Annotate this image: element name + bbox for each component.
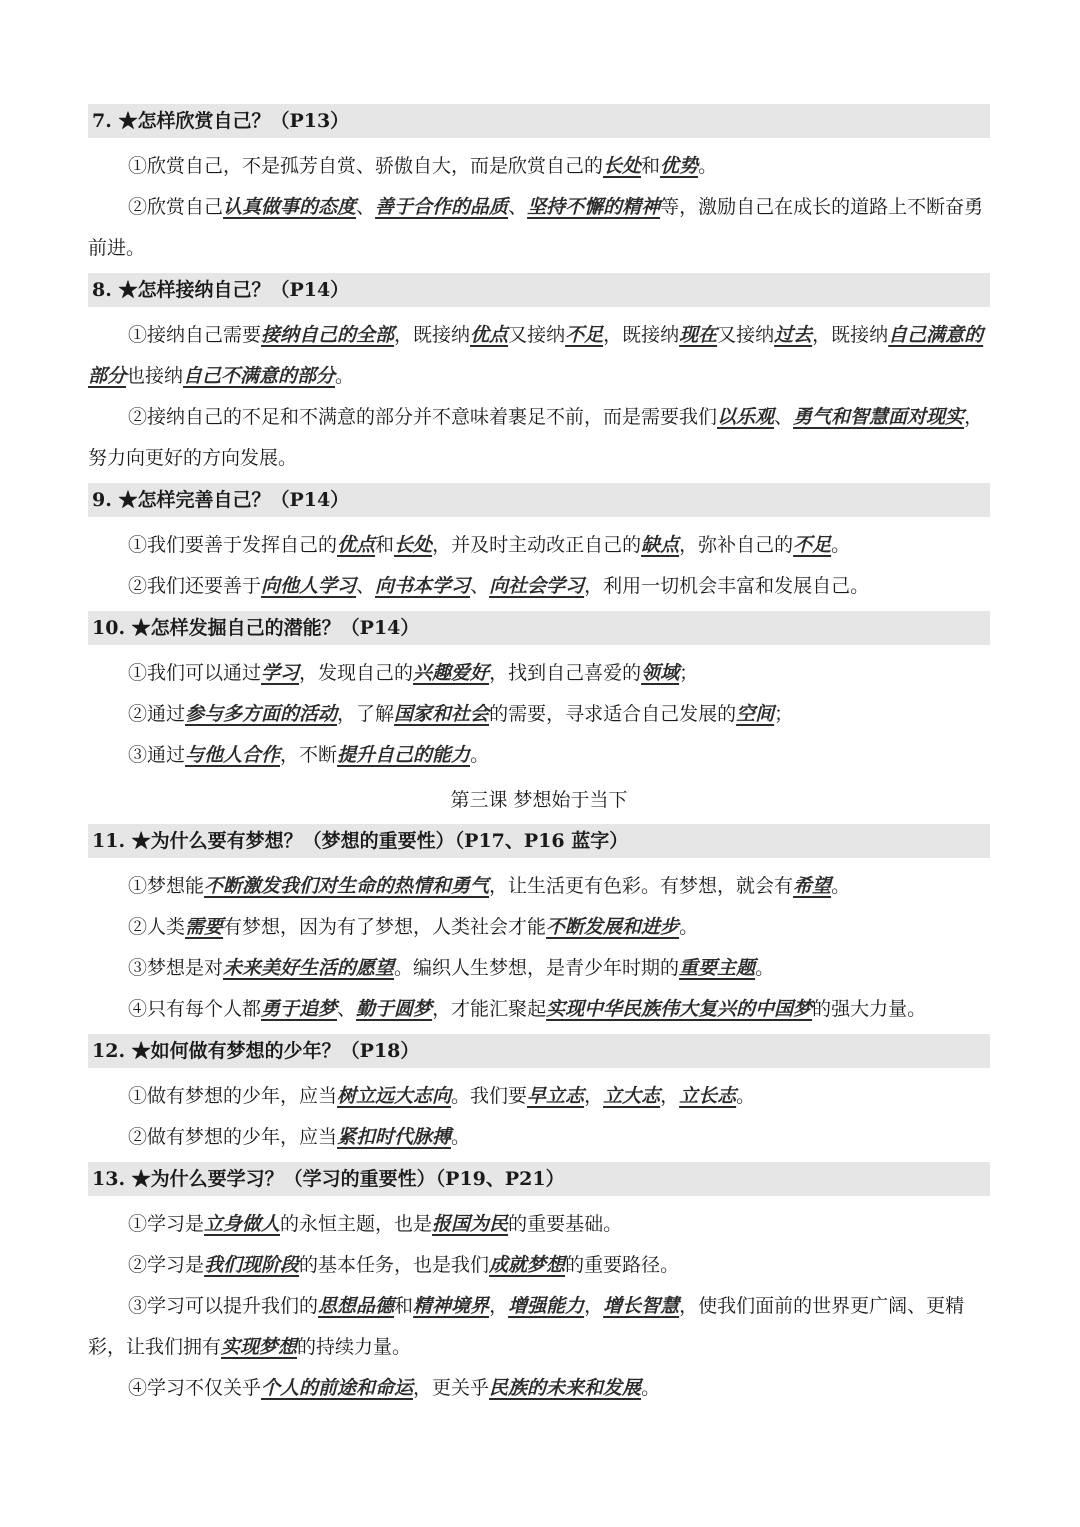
key-term: 紧扣时代脉搏: [337, 1126, 452, 1148]
key-term: 兴趣爱好: [413, 662, 490, 684]
paragraph-text: ，不断: [280, 744, 338, 766]
paragraph-text: ，让生活更有色彩。有梦想，就会有: [489, 875, 794, 897]
answer-paragraph: [88, 948, 990, 989]
question-heading: 11. ★为什么要有梦想？（梦想的重要性）（P17、P16 蓝字）: [88, 824, 990, 858]
answer-paragraph: [88, 315, 990, 397]
paragraph-text: 。: [698, 155, 718, 177]
answer-paragraph: [88, 653, 990, 694]
key-term: 优点: [337, 534, 376, 556]
paragraph-text: 的持续力量。: [297, 1336, 412, 1358]
paragraph-text: ，: [584, 1085, 604, 1107]
key-term: 优点: [470, 324, 509, 346]
answer-paragraph: [88, 1245, 990, 1286]
key-term: 长处: [603, 155, 642, 177]
paragraph-text: 的强大力量。: [812, 998, 927, 1020]
paragraph-text: ；: [774, 703, 794, 725]
key-term: 勇于追梦: [261, 998, 338, 1020]
paragraph-text: 的基本任务，也是我们: [299, 1254, 490, 1276]
key-term: 自己满意的部分: [88, 324, 984, 387]
paragraph-text: ①我们可以通过: [128, 662, 262, 684]
key-term: 向书本学习: [375, 575, 471, 597]
key-term: 优势: [660, 155, 699, 177]
paragraph-text: ①梦想能: [128, 875, 205, 897]
question-heading: 9. ★怎样完善自己？（P14）: [88, 483, 990, 517]
answer-paragraph: [88, 1204, 990, 1245]
key-term: 现在: [679, 324, 718, 346]
paragraph-text: 。: [641, 1377, 661, 1399]
key-term: 勇气和智慧面对现实: [793, 406, 965, 428]
paragraph-text: 和: [375, 534, 395, 556]
key-term: 学习: [261, 662, 300, 684]
paragraph-text: 。: [755, 957, 775, 979]
key-term: 缺点: [641, 534, 680, 556]
paragraph-text: ，努力向更好的方向发展。: [88, 406, 984, 469]
paragraph-text: 又接纳: [717, 324, 775, 346]
key-term: 长处: [394, 534, 433, 556]
paragraph-text: ；: [679, 662, 699, 684]
paragraph-text: 。: [831, 875, 851, 897]
paragraph-text: ，使我们面前的世界更广阔、更精彩，让我们拥有: [88, 1295, 965, 1358]
answer-paragraph: [88, 989, 990, 1030]
key-term: 国家和社会: [394, 703, 490, 725]
answer-paragraph: [88, 694, 990, 735]
document-content: [88, 104, 990, 1413]
paragraph-text: ，更关乎: [413, 1377, 490, 1399]
key-term: 精神境界: [413, 1295, 490, 1317]
paragraph-text: 。: [470, 744, 490, 766]
paragraph-text: ，既接纳: [812, 324, 889, 346]
answer-paragraph: [88, 187, 990, 269]
key-term: 勤于圆梦: [356, 998, 433, 1020]
key-term: 认真做事的态度: [223, 196, 357, 218]
key-term: 与他人合作: [185, 744, 281, 766]
key-term: 以乐观: [717, 406, 775, 428]
paragraph-text: 的重要路径。: [565, 1254, 680, 1276]
key-term: 未来美好生活的愿望: [223, 957, 395, 979]
key-term: 希望: [793, 875, 832, 897]
paragraph-text: 。我们要: [451, 1085, 528, 1107]
paragraph-text: ，: [584, 1295, 604, 1317]
key-term: 增强能力: [508, 1295, 585, 1317]
key-term: 不足: [793, 534, 832, 556]
lesson-title: 第三课 梦想始于当下: [450, 789, 628, 811]
key-term: 善于合作的品质: [375, 196, 509, 218]
paragraph-text: ①欣赏自己，不是孤芳自赏、骄傲自大，而是欣赏自己的: [128, 155, 604, 177]
key-term: 参与多方面的活动: [185, 703, 338, 725]
answer-paragraph: [88, 397, 990, 479]
key-term: 接纳自己的全部: [261, 324, 395, 346]
paragraph-text: ④学习不仅关乎: [128, 1377, 262, 1399]
paragraph-text: ，并及时主动改正自己的: [432, 534, 642, 556]
paragraph-text: ③梦想是对: [128, 957, 224, 979]
key-term: 早立志: [527, 1085, 585, 1107]
paragraph-text: ③通过: [128, 744, 186, 766]
question-heading: 8. ★怎样接纳自己？（P14）: [88, 273, 990, 307]
paragraph-text: ②我们还要善于: [128, 575, 262, 597]
paragraph-text: 也接纳: [126, 365, 184, 387]
key-term: 向他人学习: [261, 575, 357, 597]
paragraph-text: 。: [736, 1085, 756, 1107]
paragraph-text: ，: [489, 1295, 509, 1317]
paragraph-text: ①做有梦想的少年，应当: [128, 1085, 338, 1107]
key-term: 增长智慧: [603, 1295, 680, 1317]
paragraph-text: ②人类: [128, 916, 186, 938]
key-term: 报国为民: [432, 1213, 509, 1235]
question-heading: 10. ★怎样发掘自己的潜能？（P14）: [88, 611, 990, 645]
paragraph-text: 。: [451, 1126, 471, 1148]
answer-paragraph: [88, 866, 990, 907]
key-term: 立长志: [679, 1085, 737, 1107]
paragraph-text: 、: [774, 406, 794, 428]
paragraph-text: 、: [356, 575, 376, 597]
paragraph-text: 的永恒主题，也是: [280, 1213, 433, 1235]
key-term: 树立远大志向: [337, 1085, 452, 1107]
paragraph-text: 有梦想，因为有了梦想，人类社会才能: [223, 916, 547, 938]
key-term: 立大志: [603, 1085, 661, 1107]
key-term: 不足: [565, 324, 604, 346]
answer-paragraph: [88, 1117, 990, 1158]
paragraph-text: ，找到自己喜爱的: [489, 662, 642, 684]
paragraph-text: ，: [660, 1085, 680, 1107]
paragraph-text: 和: [394, 1295, 414, 1317]
paragraph-text: ，既接纳: [394, 324, 471, 346]
paragraph-text: 、: [508, 196, 528, 218]
answer-paragraph: [88, 1076, 990, 1117]
paragraph-text: ，弥补自己的: [679, 534, 794, 556]
paragraph-text: ②做有梦想的少年，应当: [128, 1126, 338, 1148]
key-term: 重要主题: [679, 957, 756, 979]
key-term: 向社会学习: [489, 575, 585, 597]
key-term: 领域: [641, 662, 680, 684]
paragraph-text: ③学习可以提升我们的: [128, 1295, 319, 1317]
question-heading: 13. ★为什么要学习？（学习的重要性）（P19、P21）: [88, 1162, 990, 1196]
key-term: 不断激发我们对生命的热情和勇气: [204, 875, 490, 897]
paragraph-text: ②欣赏自己: [128, 196, 224, 218]
paragraph-text: ②学习是: [128, 1254, 205, 1276]
key-term: 我们现阶段: [204, 1254, 300, 1276]
key-term: 坚持不懈的精神: [527, 196, 661, 218]
answer-paragraph: [88, 566, 990, 607]
key-term: 不断发展和进步: [546, 916, 680, 938]
paragraph-text: 、: [337, 998, 357, 1020]
paragraph-text: 。编织人生梦想，是青少年时期的: [394, 957, 680, 979]
key-term: 个人的前途和命运: [261, 1377, 414, 1399]
paragraph-text: 。: [335, 365, 355, 387]
key-term: 立身做人: [204, 1213, 281, 1235]
question-heading: 12. ★如何做有梦想的少年？（P18）: [88, 1034, 990, 1068]
paragraph-text: 又接纳: [508, 324, 566, 346]
paragraph-text: ①我们要善于发挥自己的: [128, 534, 338, 556]
key-term: 成就梦想: [489, 1254, 566, 1276]
key-term: 提升自己的能力: [337, 744, 471, 766]
key-term: 需要: [185, 916, 224, 938]
answer-paragraph: [88, 1368, 990, 1409]
paragraph-text: ，了解: [337, 703, 395, 725]
paragraph-text: ①学习是: [128, 1213, 205, 1235]
paragraph-text: 的需要，寻求适合自己发展的: [489, 703, 737, 725]
paragraph-text: 的重要基础。: [508, 1213, 623, 1235]
paragraph-text: 。: [679, 916, 699, 938]
paragraph-text: 、: [356, 196, 376, 218]
answer-paragraph: [88, 1286, 990, 1368]
paragraph-text: ，发现自己的: [299, 662, 414, 684]
question-heading: 7. ★怎样欣赏自己？（P13）: [88, 104, 990, 138]
answer-paragraph: [88, 525, 990, 566]
answer-paragraph: [88, 735, 990, 776]
key-term: 民族的未来和发展: [489, 1377, 642, 1399]
key-term: 实现梦想: [221, 1336, 298, 1358]
paragraph-text: 和: [641, 155, 661, 177]
paragraph-text: ④只有每个人都: [128, 998, 262, 1020]
paragraph-text: 等，激励自己在成长的道路上不断奋勇前进。: [88, 196, 984, 259]
key-term: 实现中华民族伟大复兴的中国梦: [546, 998, 813, 1020]
paragraph-text: ①接纳自己需要: [128, 324, 262, 346]
key-term: 空间: [736, 703, 775, 725]
paragraph-text: 。: [831, 534, 851, 556]
paragraph-text: ②接纳自己的不足和不满意的部分并不意味着裹足不前，而是需要我们: [128, 406, 718, 428]
paragraph-text: ②通过: [128, 703, 186, 725]
paragraph-text: ，既接纳: [603, 324, 680, 346]
answer-paragraph: [88, 146, 990, 187]
key-term: 思想品德: [318, 1295, 395, 1317]
key-term: 自己不满意的部分: [183, 365, 336, 387]
paragraph-text: 、: [470, 575, 490, 597]
key-term: 过去: [774, 324, 813, 346]
paragraph-text: ，利用一切机会丰富和发展自己。: [584, 575, 870, 597]
answer-paragraph: [88, 907, 990, 948]
paragraph-text: ，才能汇聚起: [432, 998, 547, 1020]
